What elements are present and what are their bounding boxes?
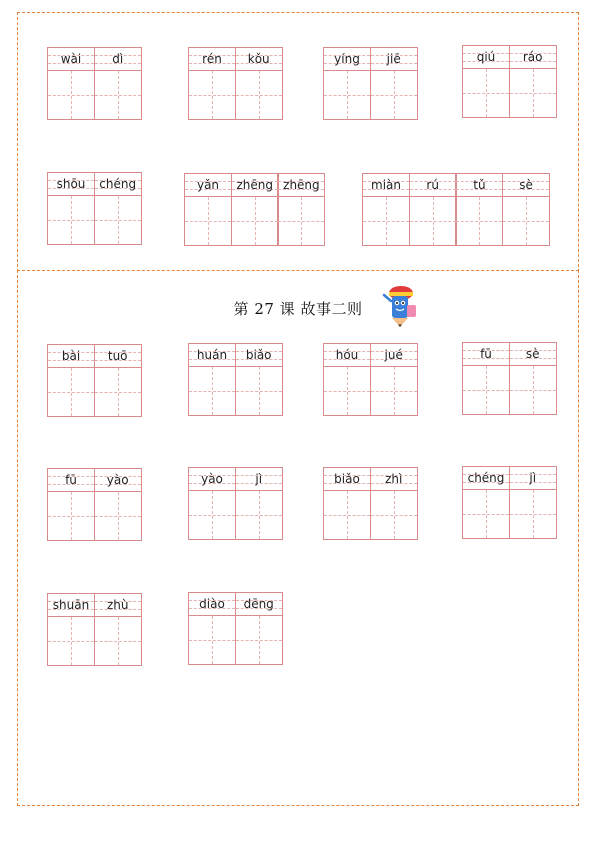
character-cell (231, 173, 279, 246)
pinyin-text: sè (519, 178, 533, 192)
character-cell (462, 342, 510, 415)
pinyin-line (510, 343, 556, 366)
pinyin-text: dēng (243, 597, 274, 611)
pinyin-text: huán (196, 348, 228, 362)
character-cell (462, 45, 510, 118)
tian-zi-ge-box[interactable] (236, 491, 282, 539)
tian-zi-ge-box[interactable] (48, 196, 94, 244)
pinyin-line (463, 343, 509, 366)
pinyin-text: wài (60, 52, 82, 66)
word-writing-group (462, 45, 555, 118)
tian-zi-ge-box[interactable] (95, 617, 141, 665)
pinyin-text: qiú (476, 50, 496, 64)
pinyin-text: diào (199, 597, 225, 611)
pinyin-line (48, 48, 94, 71)
tian-zi-ge-box[interactable] (48, 492, 94, 540)
pinyin-text: ráo (522, 50, 543, 64)
tian-zi-ge-box[interactable] (185, 197, 231, 245)
tian-zi-ge-box[interactable] (95, 196, 141, 244)
pinyin-line (236, 48, 282, 71)
tian-zi-ge-box[interactable] (463, 366, 509, 414)
pinyin-line (48, 594, 94, 617)
pinyin-line (456, 174, 502, 197)
pinyin-text: yào (106, 473, 129, 487)
pinyin-line (95, 48, 141, 71)
tian-zi-ge-box[interactable] (236, 367, 282, 415)
tian-zi-ge-box[interactable] (232, 197, 278, 245)
pinyin-text: biǎo (334, 472, 360, 486)
character-cell (235, 592, 283, 665)
word-writing-group (188, 343, 281, 416)
pinyin-text: dì (112, 52, 124, 66)
tian-zi-ge-box[interactable] (371, 491, 417, 539)
pinyin-line (189, 344, 235, 367)
word-writing-group (47, 468, 140, 541)
character-cell (94, 344, 142, 417)
pinyin-text: zhì (385, 472, 403, 486)
tian-zi-ge-box[interactable] (48, 617, 94, 665)
tian-zi-ge-box[interactable] (189, 616, 235, 664)
character-cell (94, 47, 142, 120)
word-writing-group (462, 466, 555, 539)
tian-zi-ge-box[interactable] (189, 367, 235, 415)
pinyin-text: yào (201, 472, 223, 486)
pinyin-line (463, 46, 509, 69)
word-writing-group (362, 173, 549, 246)
pinyin-line (371, 48, 417, 71)
pinyin-line (185, 174, 231, 197)
word-writing-group (323, 47, 416, 120)
pinyin-line (95, 594, 141, 617)
tian-zi-ge-box[interactable] (278, 197, 324, 245)
character-cell (47, 468, 95, 541)
character-cell (47, 172, 95, 245)
pinyin-line (463, 467, 509, 490)
character-cell (235, 47, 283, 120)
character-cell (47, 47, 95, 120)
character-cell (47, 593, 95, 666)
pinyin-text: miàn (371, 178, 401, 192)
pinyin-line (48, 469, 94, 492)
character-cell (409, 173, 457, 246)
word-writing-group (188, 592, 281, 665)
character-cell (370, 343, 418, 416)
pinyin-line (363, 174, 409, 197)
pinyin-text: zhù (106, 598, 129, 612)
pinyin-text: tǔ (473, 178, 486, 192)
pinyin-text: tuō (107, 349, 128, 363)
tian-zi-ge-box[interactable] (503, 197, 549, 245)
character-cell (94, 172, 142, 245)
pencil-mascot-icon (381, 283, 421, 329)
pinyin-text: jì (255, 472, 263, 486)
tian-zi-ge-box[interactable] (363, 197, 409, 245)
character-cell (188, 592, 236, 665)
tian-zi-ge-box[interactable] (95, 492, 141, 540)
character-cell (323, 467, 371, 540)
pinyin-line (371, 344, 417, 367)
pinyin-text: kǒu (247, 52, 270, 66)
pinyin-line (236, 344, 282, 367)
tian-zi-ge-box[interactable] (324, 491, 370, 539)
character-cell (362, 173, 410, 246)
pinyin-text: shōu (56, 177, 86, 191)
word-writing-group (47, 47, 140, 120)
character-cell (235, 467, 283, 540)
pinyin-line (95, 469, 141, 492)
word-writing-group (188, 47, 281, 120)
tian-zi-ge-box[interactable] (371, 71, 417, 119)
lesson-title: 第 27 课 故事二则 (233, 300, 363, 318)
pinyin-line (510, 467, 556, 490)
tian-zi-ge-box[interactable] (324, 367, 370, 415)
tian-zi-ge-box[interactable] (324, 71, 370, 119)
character-cell (323, 47, 371, 120)
pinyin-text: fū (480, 347, 492, 361)
character-cell (188, 47, 236, 120)
word-writing-group (47, 593, 140, 666)
pinyin-text: bài (61, 349, 81, 363)
pinyin-text: chéng (99, 177, 137, 191)
tian-zi-ge-box[interactable] (236, 616, 282, 664)
character-cell (188, 343, 236, 416)
character-cell (455, 173, 503, 246)
pinyin-line (278, 174, 324, 197)
word-writing-group (184, 173, 324, 246)
word-writing-group (323, 343, 416, 416)
pinyin-line (324, 344, 370, 367)
character-cell (277, 173, 325, 246)
pinyin-line (48, 345, 94, 368)
character-cell (509, 342, 557, 415)
word-writing-group (323, 467, 416, 540)
tian-zi-ge-box[interactable] (48, 368, 94, 416)
character-cell (47, 344, 95, 417)
character-cell (323, 343, 371, 416)
character-cell (188, 467, 236, 540)
character-cell (509, 45, 557, 118)
tian-zi-ge-box[interactable] (410, 197, 456, 245)
tian-zi-ge-box[interactable] (189, 491, 235, 539)
pinyin-text: zhēng (283, 178, 320, 192)
pinyin-line (510, 46, 556, 69)
tian-zi-ge-box[interactable] (236, 71, 282, 119)
tian-zi-ge-box[interactable] (95, 368, 141, 416)
pinyin-line (95, 173, 141, 196)
character-cell (370, 467, 418, 540)
tian-zi-ge-box[interactable] (510, 366, 556, 414)
character-cell (94, 468, 142, 541)
tian-zi-ge-box[interactable] (48, 71, 94, 119)
tian-zi-ge-box[interactable] (463, 490, 509, 538)
pinyin-line (189, 468, 235, 491)
pinyin-line (95, 345, 141, 368)
pinyin-line (324, 468, 370, 491)
pinyin-text: shuān (52, 598, 90, 612)
tian-zi-ge-box[interactable] (510, 69, 556, 117)
pinyin-text: yǎn (196, 178, 220, 192)
pinyin-line (189, 593, 235, 616)
character-cell (235, 343, 283, 416)
character-cell (184, 173, 232, 246)
pinyin-text: biǎo (245, 348, 272, 362)
tian-zi-ge-box[interactable] (463, 69, 509, 117)
tian-zi-ge-box[interactable] (510, 490, 556, 538)
pinyin-text: jiē (386, 52, 401, 66)
pinyin-text: fū (65, 473, 77, 487)
pinyin-line (48, 173, 94, 196)
pinyin-text: yíng (334, 52, 360, 66)
character-cell (370, 47, 418, 120)
character-cell (462, 466, 510, 539)
pinyin-text: zhēng (236, 178, 273, 192)
pinyin-line (503, 174, 549, 197)
pinyin-line (236, 468, 282, 491)
word-writing-group (188, 467, 281, 540)
pinyin-text: rén (202, 52, 222, 66)
pinyin-text: rú (426, 178, 439, 192)
tian-zi-ge-box[interactable] (371, 367, 417, 415)
pinyin-text: jué (384, 348, 403, 362)
pinyin-text: chéng (467, 471, 505, 485)
pinyin-text: sè (525, 347, 540, 361)
word-writing-group (47, 172, 140, 245)
pinyin-line (236, 593, 282, 616)
character-cell (502, 173, 550, 246)
character-cell (94, 593, 142, 666)
pinyin-text: hóu (335, 348, 359, 362)
pinyin-line (410, 174, 456, 197)
tian-zi-ge-box[interactable] (189, 71, 235, 119)
pinyin-line (189, 48, 235, 71)
character-cell (509, 466, 557, 539)
pinyin-line (371, 468, 417, 491)
word-writing-group (462, 342, 555, 415)
word-writing-group (47, 344, 140, 417)
pinyin-text: jì (529, 471, 537, 485)
tian-zi-ge-box[interactable] (456, 197, 502, 245)
tian-zi-ge-box[interactable] (95, 71, 141, 119)
pinyin-line (232, 174, 278, 197)
pinyin-line (324, 48, 370, 71)
